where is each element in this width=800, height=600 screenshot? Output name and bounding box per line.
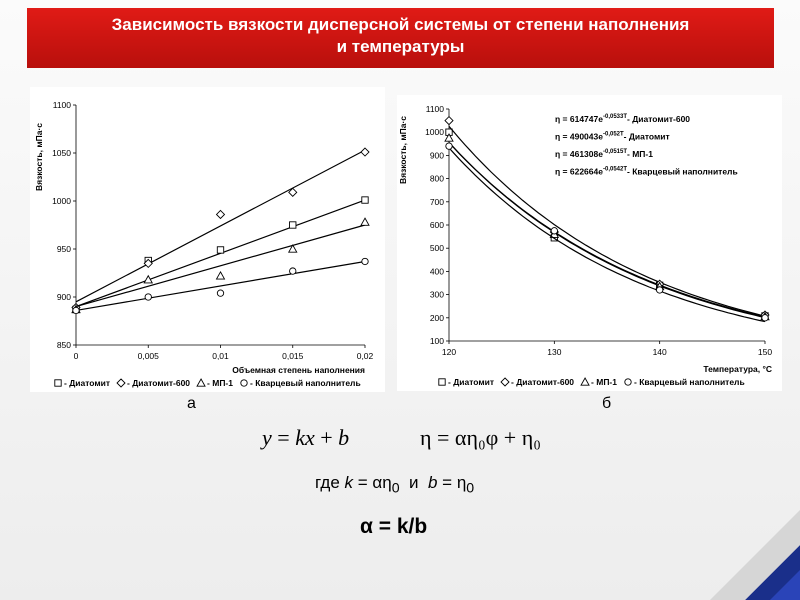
formula-y: y (262, 425, 272, 450)
legend-marker-диатомит-600 (501, 378, 509, 386)
x-tick-label: 0,01 (212, 351, 229, 361)
legend-label-мп-1: - МП-1 (591, 377, 617, 387)
legend-marker-мп-1 (197, 379, 205, 386)
y-tick-label: 900 (56, 292, 71, 302)
legend-label-кварцевый-наполнитель: - Кварцевый наполнитель (250, 378, 361, 388)
point-кварцевый-наполнитель (551, 228, 557, 234)
equation-base: η = 622664e (555, 166, 603, 177)
where-sub2: 0 (466, 480, 475, 497)
point-мп-1 (217, 272, 225, 279)
x-tick-label: 0,02 (356, 351, 374, 361)
chart-b-svg (397, 95, 782, 391)
point-кварцевый-наполнитель (145, 294, 151, 300)
y-tick-label: 500 (429, 243, 444, 254)
where-b: b (427, 473, 438, 492)
legend-marker-кварцевый-наполнитель (241, 380, 247, 386)
y-tick-label: 1000 (52, 196, 71, 206)
where-text (315, 473, 474, 496)
formula-b: b (338, 425, 350, 450)
x-tick-label: 0 (73, 351, 79, 361)
equation-line (555, 114, 690, 124)
point-диатомит-600 (445, 117, 453, 125)
legend-label-диатомит-600: - Диатомит-600 (511, 377, 575, 387)
y-tick-label: 400 (429, 266, 444, 277)
fit-line-кварцевый-наполнитель (76, 261, 365, 310)
y-tick-label: 100 (429, 336, 444, 346)
equation-label: - Диатомит-600 (627, 114, 691, 124)
y-tick-label: 200 (429, 312, 444, 323)
y-tick-label: 1000 (425, 127, 444, 138)
equation-label: - Диатомит (623, 131, 670, 142)
panel-label-b: б (602, 395, 612, 412)
alpha-formula: α = k/b (360, 515, 428, 538)
title-line-2: и температуры (336, 37, 465, 56)
equation-line (555, 149, 653, 159)
equation-base: η = 614747e (555, 114, 603, 124)
y-tick-label: 950 (56, 244, 71, 254)
formula-linear (262, 425, 349, 451)
equation-base: η = 461308e (555, 149, 603, 159)
point-мп-1 (361, 218, 369, 225)
legend-label-диатомит: - Диатомит (448, 377, 495, 387)
x-axis-label: Температура, °С (703, 364, 772, 374)
equation-exponent: -0,052T (602, 131, 624, 138)
formula-equals: = (271, 425, 296, 450)
chart-b-panel (397, 95, 782, 391)
equation-line (555, 167, 738, 177)
where-mid3: = η (437, 473, 467, 492)
y-axis-label: Вязкость, мПа·с (34, 122, 44, 192)
where-pre: где (315, 473, 345, 492)
point-диатомит (362, 197, 368, 203)
corner-decoration (650, 485, 800, 600)
point-кварцевый-наполнитель (446, 143, 452, 149)
where-sub1: 0 (391, 480, 400, 497)
point-кварцевый-наполнитель (73, 307, 79, 313)
panel-label-a: а (187, 395, 196, 412)
y-tick-label: 1100 (425, 104, 444, 114)
point-кварцевый-наполнитель (362, 258, 368, 264)
x-tick-label: 140 (652, 347, 667, 357)
x-tick-label: 150 (757, 347, 773, 357)
x-tick-label: 130 (547, 347, 562, 357)
legend-label-диатомит-600: - Диатомит-600 (127, 378, 191, 388)
x-tick-label: 0,005 (137, 351, 159, 361)
legend-marker-диатомит-600 (117, 379, 125, 387)
formula-kx: kx (295, 425, 315, 450)
point-кварцевый-наполнитель (762, 315, 768, 321)
title-banner (27, 8, 774, 68)
equation-label: - МП-1 (627, 149, 653, 159)
legend-marker-мп-1 (581, 378, 589, 385)
where-k: k (344, 473, 354, 492)
chart-a-panel (30, 87, 385, 392)
formula-viscosity: η = αη₀φ + η₀ (420, 425, 541, 450)
x-tick-label: 0,015 (282, 351, 304, 361)
formula-plus: + (314, 425, 339, 450)
legend-marker-диатомит (439, 379, 445, 385)
point-диатомит (290, 222, 296, 228)
y-axis-label: Вязкость, мПа·с (398, 115, 408, 185)
y-tick-label: 1050 (52, 148, 71, 158)
legend-marker-диатомит (55, 380, 61, 386)
legend-marker-кварцевый-наполнитель (625, 379, 631, 385)
legend-label-диатомит: - Диатомит (64, 378, 111, 388)
x-axis-label: Объемная степень наполнения (232, 365, 365, 375)
y-tick-label: 800 (429, 173, 444, 184)
point-диатомит (217, 247, 223, 253)
y-tick-label: 300 (429, 289, 444, 300)
point-кварцевый-наполнитель (290, 268, 296, 274)
y-tick-label: 900 (429, 150, 444, 161)
y-tick-label: 600 (429, 220, 444, 230)
y-tick-label: 850 (56, 340, 71, 350)
x-tick-label: 120 (441, 347, 457, 357)
legend-label-мп-1: - МП-1 (207, 378, 233, 388)
equation-exponent: -0,0533T (602, 114, 627, 120)
point-диатомит-600 (217, 210, 225, 218)
equation-label: - Кварцевый наполнитель (627, 166, 738, 177)
point-кварцевый-наполнитель (656, 287, 662, 293)
equation-exponent: -0,0515T (602, 149, 627, 155)
y-tick-label: 700 (429, 196, 444, 207)
where-mid2: и (399, 473, 428, 492)
y-tick-label: 1100 (52, 100, 71, 110)
legend-label-кварцевый-наполнитель: - Кварцевый наполнитель (634, 377, 745, 387)
equation-exponent: -0,0542T (602, 166, 627, 173)
point-диатомит-600 (361, 148, 369, 156)
equation-base: η = 490043e (555, 131, 603, 142)
chart-a-svg (30, 87, 385, 392)
point-кварцевый-наполнитель (217, 290, 223, 296)
title-line-1: Зависимость вязкости дисперсной системы от степени наполнения (111, 15, 690, 34)
where-mid1: = αη (353, 473, 392, 492)
equation-line (555, 132, 670, 142)
